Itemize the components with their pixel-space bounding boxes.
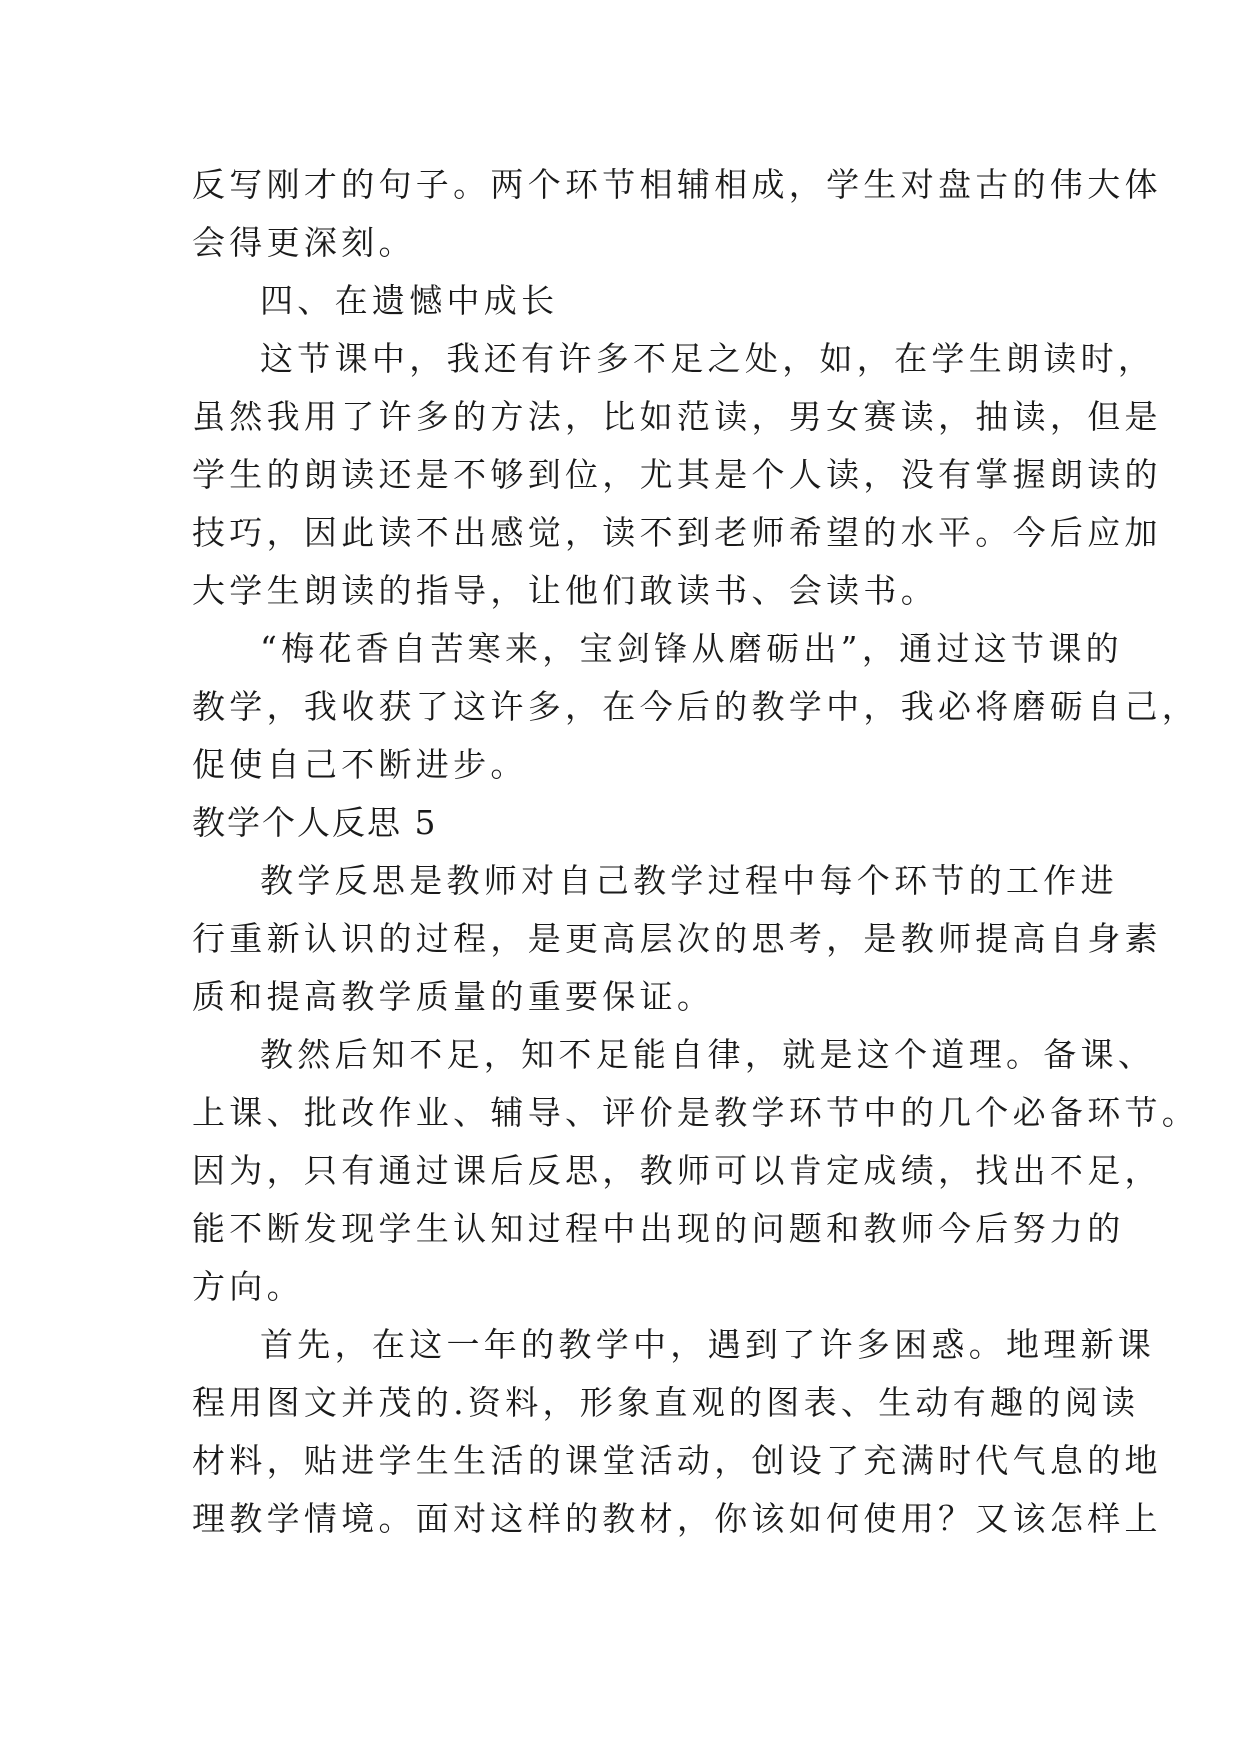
text-line: 技巧，因此读不出感觉，读不到老师希望的水平。今后应加 (192, 513, 1162, 552)
text-line: 材料，贴进学生生活的课堂活动，创设了充满时代气息的地 (192, 1441, 1162, 1480)
text-line: 反写刚才的句子。两个环节相辅相成，学生对盘古的伟大体 (192, 165, 1162, 204)
text-line: 会得更深刻。 (192, 223, 416, 262)
text-line: 行重新认识的过程，是更高层次的思考，是教师提高自身素 (192, 919, 1162, 958)
text-line: 教学反思是教师对自己教学过程中每个环节的工作进 (260, 861, 1118, 900)
text-line: “梅花香自苦寒来，宝剑锋从磨砺出”，通过这节课的 (260, 629, 1123, 668)
text-line: 能不断发现学生认知过程中出现的问题和教师今后努力的 (192, 1209, 1125, 1248)
text-line: 这节课中，我还有许多不足之处，如，在学生朗读时， (260, 339, 1156, 378)
text-line: 大学生朗读的指导，让他们敢读书、会读书。 (192, 571, 938, 610)
text-line: 理教学情境。面对这样的教材，你该如何使用？又该怎样上 (192, 1499, 1162, 1538)
section-heading: 教学个人反思 5 (192, 803, 438, 842)
text-line: 四、在遗憾中成长 (260, 281, 559, 320)
text-line: 因为，只有通过课后反思，教师可以肯定成绩，找出不足， (192, 1151, 1162, 1190)
text-line: 促使自己不断进步。 (192, 745, 528, 784)
text-line: 教学，我收获了这许多，在今后的教学中，我必将磨砺自己， (192, 687, 1200, 726)
text-line: 上课、批改作业、辅导、评价是教学环节中的几个必备环节。 (192, 1093, 1200, 1132)
text-line: 程用图文并茂的.资料，形象直观的图表、生动有趣的阅读 (192, 1383, 1140, 1422)
text-line: 虽然我用了许多的方法，比如范读，男女赛读，抽读，但是 (192, 397, 1162, 436)
text-line: 首先，在这一年的教学中，遇到了许多困惑。地理新课 (260, 1325, 1156, 1364)
text-line: 学生的朗读还是不够到位，尤其是个人读，没有掌握朗读的 (192, 455, 1162, 494)
text-line: 方向。 (192, 1267, 304, 1306)
text-line: 质和提高教学质量的重要保证。 (192, 977, 715, 1016)
document-body (192, 156, 1200, 1548)
text-line: 教然后知不足，知不足能自律，就是这个道理。备课、 (260, 1035, 1156, 1074)
